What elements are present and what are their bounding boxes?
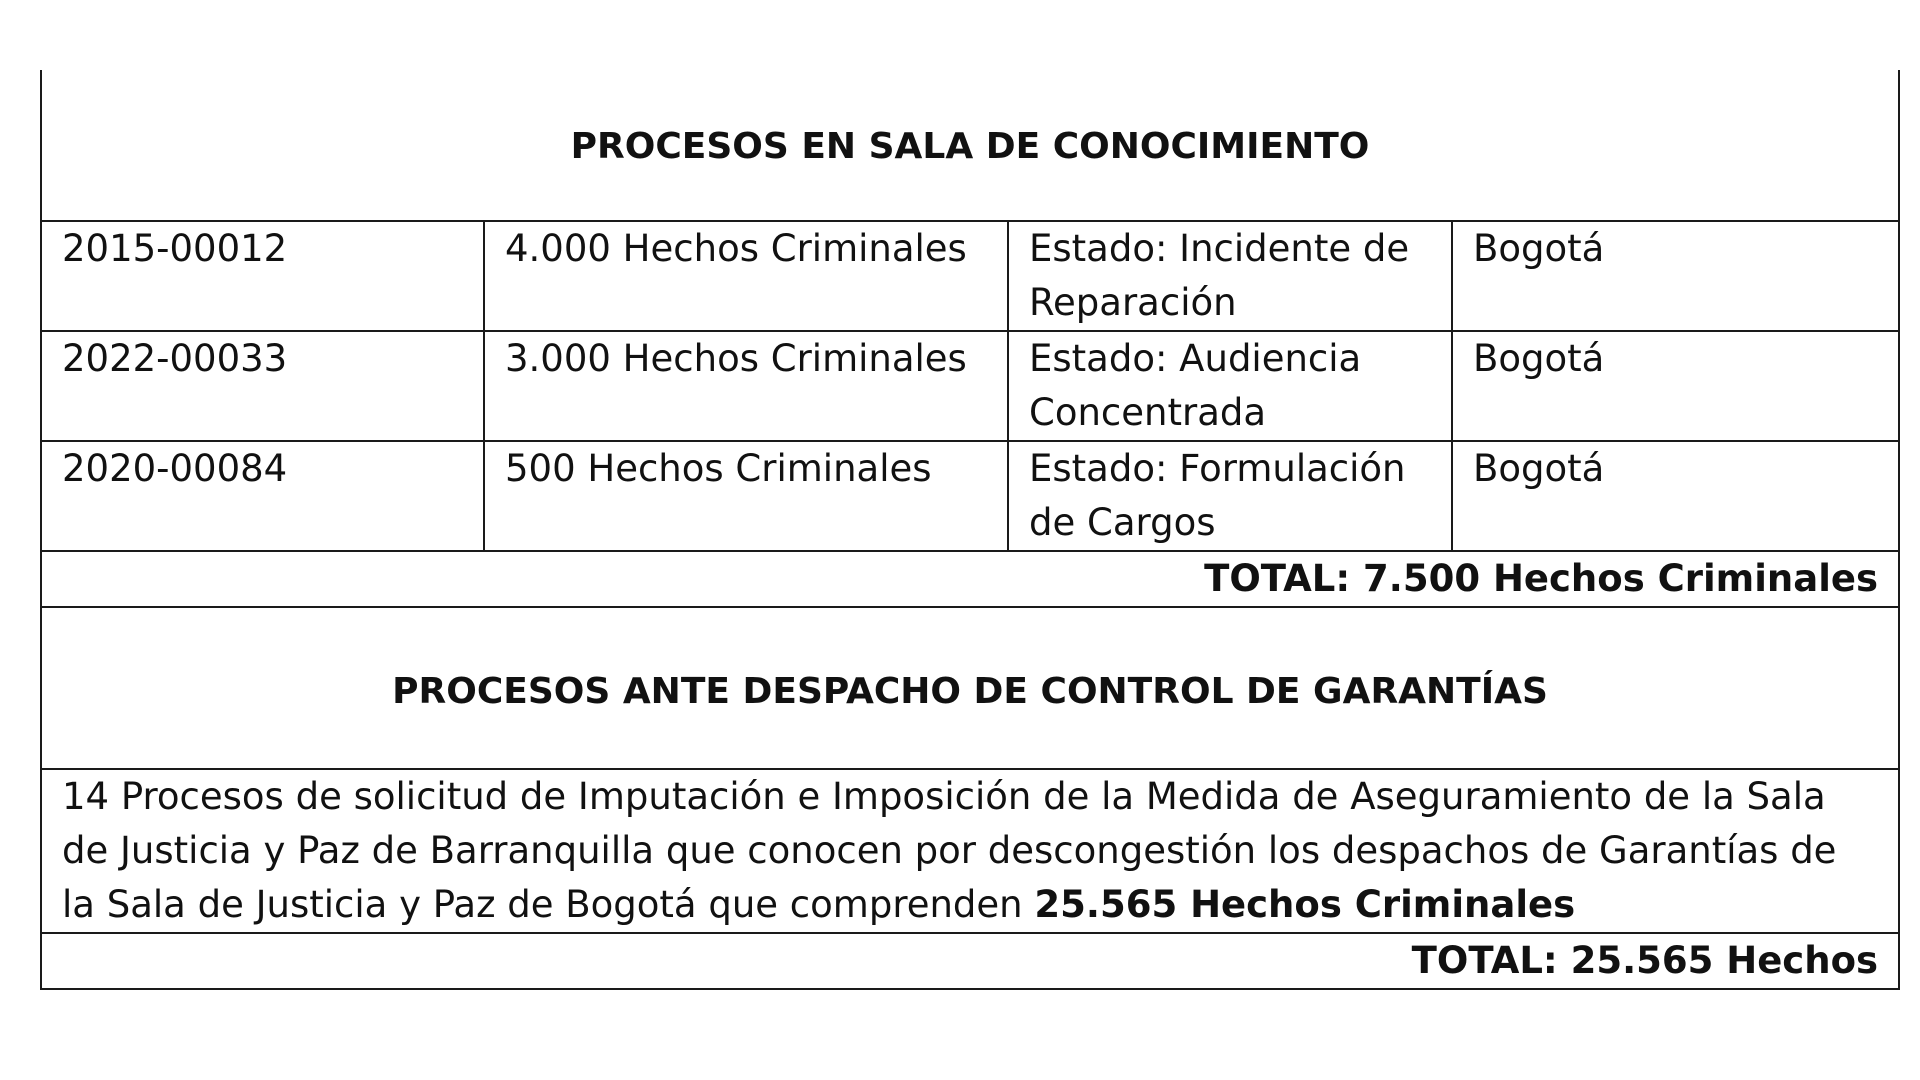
section-2-title-text: PROCESOS ANTE DESPACHO DE CONTROL DE GARANTÍAS: [392, 671, 1548, 712]
process-id: 2015-00012: [41, 221, 484, 331]
process-ciudad: Bogotá: [1452, 441, 1899, 551]
table-row: [41, 331, 1899, 441]
table-row: [41, 441, 1899, 551]
table-row: [41, 221, 1899, 331]
process-estado: Estado: Incidente de Reparación: [1008, 221, 1452, 331]
processes-table: [40, 70, 1900, 990]
process-hechos: 500 Hechos Criminales: [484, 441, 1008, 551]
section-1-title-text: PROCESOS EN SALA DE CONOCIMIENTO: [570, 126, 1370, 167]
description-text: 14 Procesos de solicitud de Imputación e Imposición de la Medida de Aseguramiento de la Sala de Justicia y Paz de Barranquilla que conocen por descongestión los despachos de Garantías de la Sala de Justicia y Paz de Bogotá que comprenden: [62, 775, 1837, 926]
process-ciudad: Bogotá: [1452, 221, 1899, 331]
process-id: 2020-00084: [41, 441, 484, 551]
process-hechos: 3.000 Hechos Criminales: [484, 331, 1008, 441]
process-estado: Estado: Formulación de Cargos: [1008, 441, 1452, 551]
section-2-total: TOTAL: 25.565 Hechos: [41, 933, 1899, 989]
process-ciudad: Bogotá: [1452, 331, 1899, 441]
section-2-description: [41, 769, 1899, 933]
process-hechos: 4.000 Hechos Criminales: [484, 221, 1008, 331]
section-2-title: [41, 607, 1899, 769]
description-bold-total: 25.565 Hechos Criminales: [1034, 883, 1576, 926]
process-estado: Estado: Audiencia Concentrada: [1008, 331, 1452, 441]
document-table-container: [40, 70, 1898, 990]
process-id: 2022-00033: [41, 331, 484, 441]
section-1-total: TOTAL: 7.500 Hechos Criminales: [41, 551, 1899, 607]
section-1-title: [41, 70, 1899, 221]
